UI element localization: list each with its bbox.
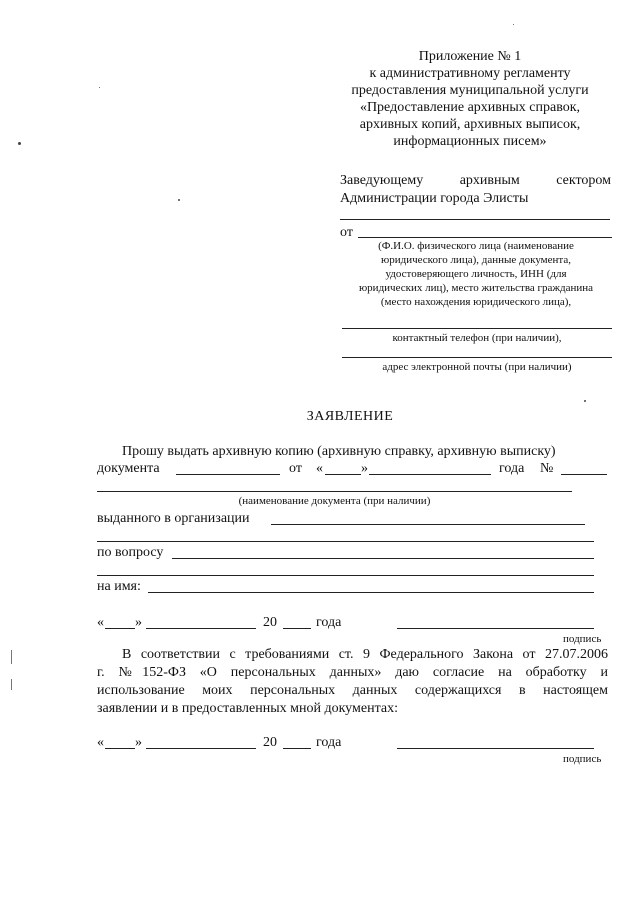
date2-century: 20 [263,735,277,750]
month-field-line[interactable] [369,474,491,475]
question-field-line[interactable] [172,558,594,559]
document-label: документа [97,461,160,476]
date2-month-line[interactable] [146,748,256,749]
document-title: ЗАЯВЛЕНИЕ [306,409,394,424]
appendix-header [320,48,620,150]
email-field-line[interactable] [342,357,612,358]
from-label: от [340,225,353,240]
quote-close: » [361,461,368,476]
date1-quote-close: » [135,615,142,630]
issued-label: выданного в организации [97,511,250,526]
appendix-line: Приложение № 1 [418,49,522,64]
date2-quote-open: « [97,735,104,750]
phone-field-line[interactable] [342,328,612,329]
scan-edge-mark [11,650,12,664]
appendix-line: информационных писем» [393,134,547,149]
scan-speck [513,24,514,25]
date2-day-line[interactable] [105,748,135,749]
addressee-word: сектором [556,173,611,188]
date2-year-line[interactable] [283,748,311,749]
name-field-line[interactable] [148,592,594,593]
phone-caption: контактный телефон (при наличии), [392,332,562,344]
year-label: года [499,461,525,476]
scan-speck [99,87,100,88]
date1-year-word: года [316,615,342,630]
date1-year-line[interactable] [283,628,311,629]
issued-field-line-2[interactable] [97,541,594,542]
appendix-line: архивных копий, архивных выписок, [359,117,581,132]
scan-edge-mark [11,679,12,690]
caption-line: (место нахождения юридического лица), [380,296,572,308]
addressee-word: Заведующему [340,173,424,188]
appendix-line: к административному регламенту [369,66,571,81]
addressee-line-2: Администрации города Элисты [340,191,529,206]
number-field-line[interactable] [561,474,607,475]
appendix-line: «Предоставление архивных справок, [359,100,581,115]
quote-open: « [316,461,323,476]
consent-line: В соответствии с требованиями ст. 9 Федерального Закона от 27.07.2006 [122,647,608,662]
issued-field-line[interactable] [271,524,585,525]
addressee-line-1 [340,172,611,189]
caption-line: юридического лица), данные документа, [381,254,571,266]
consent-line: г. №152-ФЗ «О персональных данных» даю согласие на обработку и [97,665,608,680]
question-label: по вопросу [97,545,164,560]
date1-month-line[interactable] [146,628,256,629]
addressee-blank-line[interactable] [340,219,610,220]
appendix-line: предоставления муниципальной услуги [351,83,589,98]
from-date-label: от [289,461,302,476]
date2-quote-close: » [135,735,142,750]
document-name-line[interactable] [97,491,572,492]
applicant-caption [334,239,618,309]
consent-last-line: заявлении и в предоставленных мной документах: [97,701,398,716]
consent-line: использование моих персональных данных содержащихся в настоящем [97,683,608,698]
caption-line: (Ф.И.О. физического лица (наименование [378,240,574,252]
scan-speck [178,199,180,201]
signature2-caption: подпись [563,753,602,765]
signature2-line[interactable] [397,748,594,749]
request-intro: Прошу выдать архивную копию (архивную справку, архивную выписку) [122,444,556,459]
date2-year-word: года [316,735,342,750]
email-caption: адрес электронной почты (при наличии) [382,361,572,373]
document-field-line[interactable] [176,474,280,475]
applicant-field-line[interactable] [358,237,612,238]
caption-line: юридических лиц), место жительства гражданина [358,282,594,294]
number-label: № [540,461,554,476]
scan-speck [18,142,21,145]
document-name-caption: (наименование документа (при наличии) [238,495,431,507]
date1-day-line[interactable] [105,628,135,629]
day-field-line[interactable] [325,474,361,475]
question-field-line-2[interactable] [97,575,594,576]
name-label: на имя: [97,579,141,594]
caption-line: удостоверяющего личность, ИНН (для [385,268,567,280]
date1-quote-open: « [97,615,104,630]
signature1-caption: подпись [563,633,602,645]
addressee-word: архивным [459,173,520,188]
signature1-line[interactable] [397,628,594,629]
date1-century: 20 [263,615,277,630]
scan-speck [584,400,586,402]
